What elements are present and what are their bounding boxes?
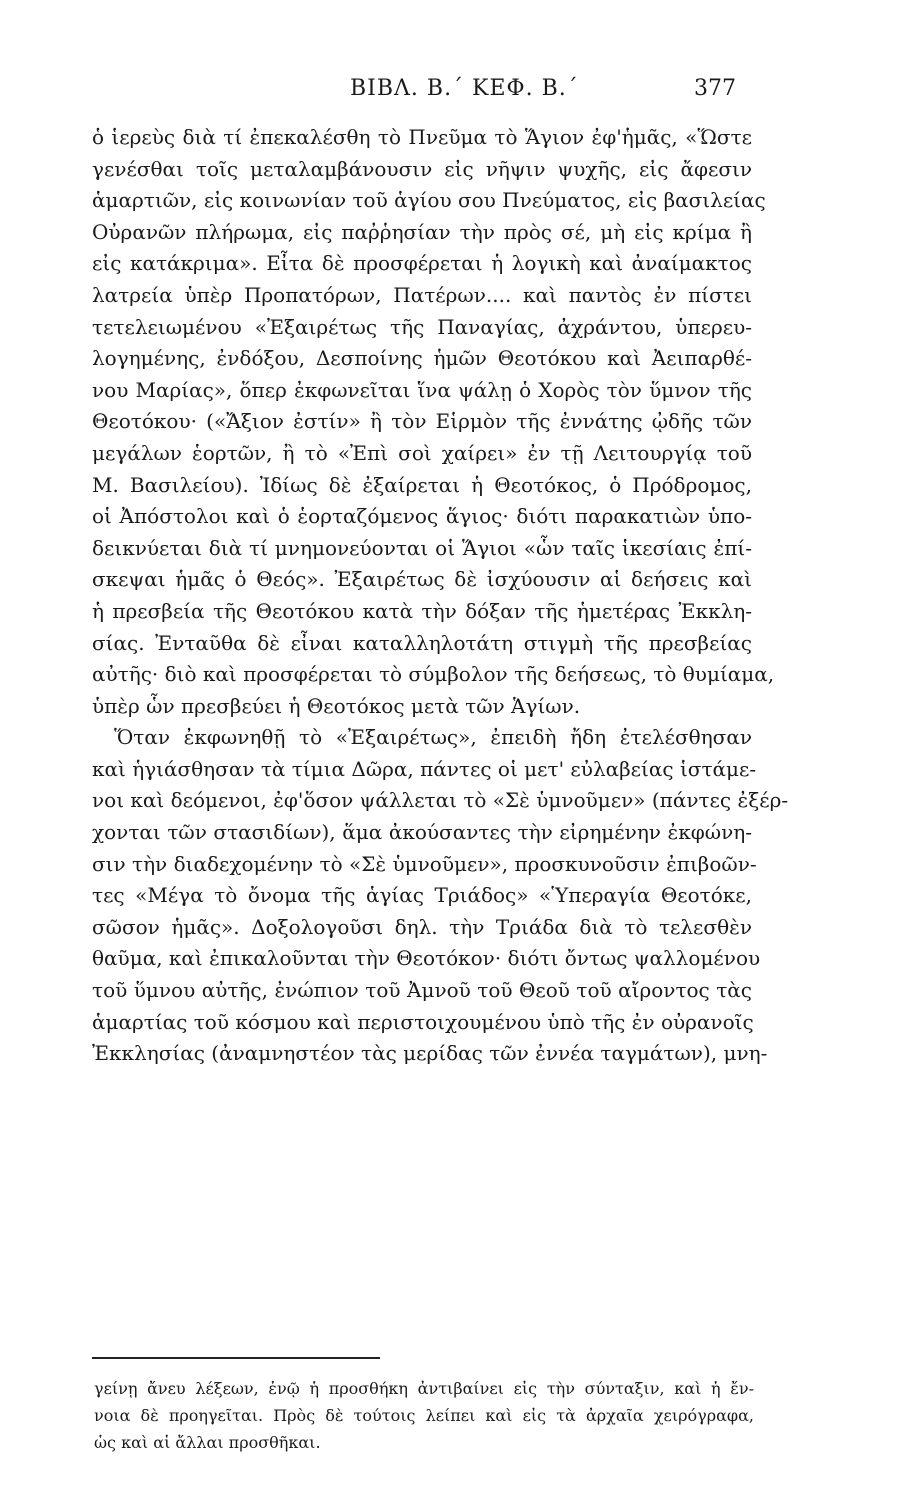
- text-line: καὶ ἡγιάσθησαν τὰ τίμια Δῶρα, πάντες οἱ μετ' εὐλαβείας ἱστάμε-: [92, 756, 757, 781]
- text-line: λατρεία ὑπὲρ Προπατόρων, Πατέρων.... καὶ παντὸς ἐν πίστει: [92, 282, 752, 307]
- text-line: ἡ πρεσβεία τῆς Θεοτόκου κατὰ τὴν δόξαν τῆς ἡμετέρας Ἐκκλη-: [92, 598, 752, 623]
- text-line: νοι καὶ δεόμενοι, ἐφ'ὅσον ψάλλεται τὸ «Σὲ ὑμνοῦμεν» (πάντες ἐξέρ-: [92, 788, 789, 813]
- footnote-line: γείνῃ ἄνευ λέξεων, ἐνῷ ἡ προσθήκη ἀντιβαίνει εἰς τὴν σύνταξιν, καὶ ἡ ἔν-: [94, 1379, 754, 1398]
- running-head: ΒΙΒΛ. Β.΄ ΚΕΦ. Β.΄: [350, 76, 579, 101]
- text-line: Ἐκκλησίας (ἀναμνηστέον τὰς μερίδας τῶν ἐννέα ταγμάτων), μνη-: [92, 1041, 768, 1066]
- page-header: [0, 76, 919, 110]
- text-line: λογημένης, ἐνδόξου, Δεσποίνης ἡμῶν Θεοτόκου καὶ Ἀειπαρθέ-: [92, 346, 752, 371]
- text-line: αὐτῆς· διὸ καὶ προσφέρεται τὸ σύμβολον τῆς δεήσεως, τὸ θυμίαμα,: [92, 662, 775, 687]
- text-line: σίας. Ἐνταῦθα δὲ εἶναι καταλληλοτάτη στιγμὴ τῆς πρεσβείας: [92, 630, 752, 655]
- text-line: ἁμαρτίας τοῦ κόσμου καὶ περιστοιχουμένου ὑπὸ τῆς ἐν οὐρανοῖς: [92, 1009, 754, 1034]
- text-line: μεγάλων ἑορτῶν, ἢ τὸ «Ἐπὶ σοὶ χαίρει» ἐν τῇ Λειτουργίᾳ τοῦ: [92, 440, 752, 465]
- text-line: ἁμαρτιῶν, εἰς κοινωνίαν τοῦ ἁγίου σου Πνεύματος, εἰς βασιλείας: [92, 188, 766, 213]
- text-line: σκεψαι ἡμᾶς ὁ Θεός». Ἐξαιρέτως δὲ ἰσχύουσιν αἱ δεήσεις καὶ: [92, 567, 752, 592]
- footnote-divider: [92, 1357, 380, 1359]
- text-line: χονται τῶν στασιδίων), ἅμα ἀκούσαντες τὴν εἰρημένην ἐκφώνη-: [92, 820, 752, 845]
- paragraph-start-line: Ὅταν ἐκφωνηθῇ τὸ «Ἐξαιρέτως», ἐπειδὴ ἤδη ἐτελέσθησαν: [114, 725, 752, 750]
- text-line: δεικνύεται διὰ τί μνημονεύονται οἱ Ἅγιοι «ὧν ταῖς ἱκεσίαις ἐπί-: [92, 535, 752, 560]
- text-line: ὁ ἱερεὺς διὰ τί ἐπεκαλέσθη τὸ Πνεῦμα τὸ Ἅγιον ἐφ'ἡμᾶς, «Ὥστε: [92, 125, 752, 149]
- text-line: Οὐρανῶν πλήρωμα, εἰς παῤῥησίαν τὴν πρὸς σέ, μὴ εἰς κρίμα ἢ: [92, 219, 752, 244]
- page-number: 377: [694, 76, 736, 101]
- text-line: οἱ Ἀπόστολοι καὶ ὁ ἑορταζόμενος ἅγιος· διότι παρακατιὼν ὑπο-: [92, 504, 752, 529]
- text-line: τετελειωμένου «Ἐξαιρέτως τῆς Παναγίας, ἀχράντου, ὑπερευ-: [92, 314, 752, 339]
- footnotes: [94, 1375, 754, 1456]
- text-line: Θεοτόκου· («Ἄξιον ἐστίν» ἢ τὸν Εἱρμὸν τῆς ἐννάτης ᾠδῆς τῶν: [92, 409, 752, 434]
- text-line: τες «Μέγα τὸ ὄνομα τῆς ἁγίας Τριάδος» «Ὑπεραγία Θεοτόκε,: [92, 883, 752, 908]
- paragraph-end-line: ὑπὲρ ὧν πρεσβεύει ἡ Θεοτόκος μετὰ τῶν Ἁγίων.: [92, 693, 581, 718]
- text-line: θαῦμα, καὶ ἐπικαλοῦνται τὴν Θεοτόκον· διότι ὄντως ψαλλομένου: [92, 946, 761, 971]
- text-line: Μ. Βασιλείου). Ἰδίως δὲ ἐξαίρεται ἡ Θεοτόκος, ὁ Πρόδρομος,: [92, 472, 752, 497]
- main-text: [92, 122, 789, 1070]
- text-line: τοῦ ὕμνου αὐτῆς, ἐνώπιον τοῦ Ἀμνοῦ τοῦ Θεοῦ τοῦ αἴροντος τὰς: [92, 978, 752, 1003]
- text-line: γενέσθαι τοῖς μεταλαμβάνουσιν εἰς νῆψιν ψυχῆς, εἰς ἄφεσιν: [92, 156, 752, 181]
- footnote-line: νοια δὲ προηγεῖται. Πρὸς δὲ τούτοις λείπει καὶ εἰς τὰ ἀρχαῖα χειρόγραφα,: [94, 1406, 754, 1425]
- text-line: σῶσον ἡμᾶς». Δοξολογοῦσι δηλ. τὴν Τριάδα διὰ τὸ τελεσθὲν: [92, 914, 752, 939]
- footnote-line: ὡς καὶ αἱ ἄλλαι προσθῆκαι.: [94, 1433, 321, 1452]
- text-line: εἰς κατάκριμα». Εἶτα δὲ προσφέρεται ἡ λογικὴ καὶ ἀναίμακτος: [92, 251, 752, 276]
- text-line: σιν τὴν διαδεχομένην τὸ «Σὲ ὑμνοῦμεν», προσκυνοῦσιν ἐπιβοῶν-: [92, 851, 757, 876]
- text-line: νου Μαρίας», ὅπερ ἐκφωνεῖται ἵνα ψάλῃ ὁ Χορὸς τὸν ὕμνον τῆς: [92, 377, 752, 402]
